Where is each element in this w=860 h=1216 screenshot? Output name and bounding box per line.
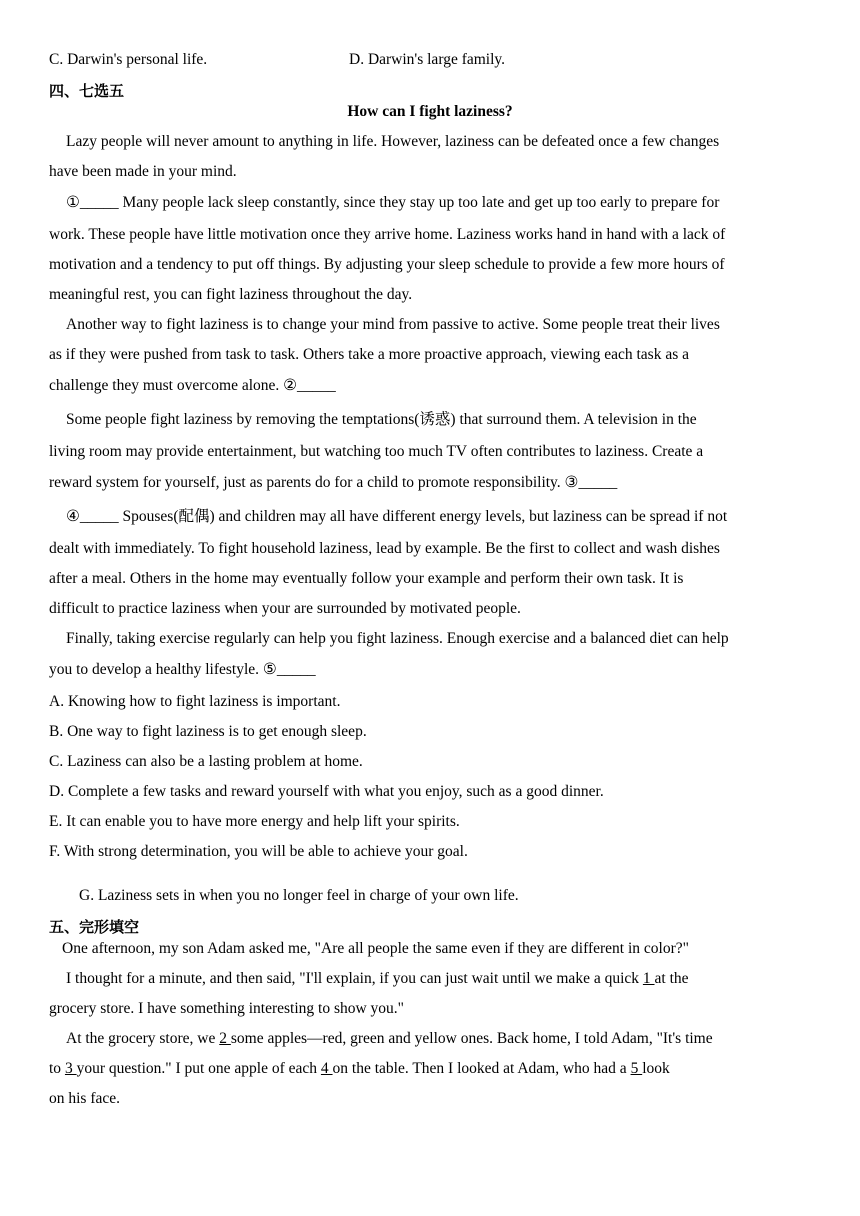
passage-line: challenge they must overcome alone. ②_____ — [49, 377, 336, 394]
passage-line: motivation and a tendency to put off things. By adjusting your sleep schedule to provide a few more hours of — [49, 256, 725, 273]
passage-line: Finally, taking exercise regularly can help you fight laziness. Enough exercise and a balanced diet can help — [66, 630, 729, 647]
passage-line: living room may provide entertainment, but watching too much TV often contributes to laziness. Create a — [49, 443, 704, 460]
passage-line: ④_____ Spouses(配偶) and children may all have different energy levels, but laziness can be spread if not — [66, 508, 728, 525]
answer-option-g: G. Laziness sets in when you no longer feel in charge of your own life. — [79, 887, 519, 904]
prev-option-c: C. Darwin's personal life. — [49, 51, 208, 68]
passage-title — [0, 102, 860, 122]
passage-line: Lazy people will never amount to anything in life. However, laziness can be defeated once a few changes — [66, 133, 720, 150]
cloze-blank-4: 4 — [320, 1060, 333, 1077]
cloze-line — [66, 1029, 713, 1049]
cloze-text: some apples—red, green and yellow ones. Back home, I told Adam, "It's time — [230, 1030, 713, 1047]
passage-line: Another way to fight laziness is to change your mind from passive to active. Some people treat their lives — [66, 316, 720, 333]
passage-line: ①_____ Many people lack sleep constantly, since they stay up too late and get up too early to prepare for — [66, 194, 720, 211]
cloze-blank-2: 2 — [219, 1030, 231, 1047]
cloze-line — [49, 1059, 670, 1079]
passage-title-text: How can I fight laziness — [347, 103, 505, 120]
passage-line: difficult to practice laziness when your are surrounded by motivated people. — [49, 600, 521, 617]
answer-option-c: C. Laziness can also be a lasting problem at home. — [49, 753, 363, 770]
passage-line: you to develop a healthy lifestyle. ⑤_____ — [49, 661, 316, 678]
passage-line: have been made in your mind. — [49, 163, 237, 180]
prev-option-d: D. Darwin's large family. — [349, 51, 506, 68]
passage-line: Some people fight laziness by removing the temptations(诱惑) that surround them. A television in the — [66, 411, 697, 428]
answer-option-e: E. It can enable you to have more energy and help lift your spirits. — [49, 813, 460, 830]
passage-line: meaningful rest, you can fight laziness throughout the day. — [49, 286, 413, 303]
answer-option-b: B. One way to fight laziness is to get enough sleep. — [49, 723, 367, 740]
passage-line: reward system for yourself, just as parents do for a child to promote responsibility. ③_____ — [49, 474, 618, 491]
cloze-line: One afternoon, my son Adam asked me, "Are all people the same even if they are different in color?" — [62, 940, 689, 957]
passage-line: after a meal. Others in the home may eventually follow your example and perform their own task. It is — [49, 570, 684, 587]
cloze-text: your question." I put one apple of each — [76, 1060, 321, 1077]
section-heading-5: 五、完形填空 — [49, 918, 140, 936]
cloze-blank-3: 3 — [64, 1060, 77, 1077]
cloze-blank-5: 5 — [630, 1060, 643, 1077]
cloze-text: At the grocery store, we — [66, 1030, 220, 1047]
section-heading-4: 四、七选五 — [49, 82, 125, 100]
cloze-text: I thought for a minute, and then said, "I'll explain, if you can just wait until we make a quick — [66, 970, 643, 987]
cloze-text: at the — [654, 970, 689, 987]
cloze-line — [66, 969, 689, 989]
cloze-blank-1: 1 — [642, 970, 655, 987]
cloze-text: to — [49, 1060, 65, 1077]
answer-option-f: F. With strong determination, you will be able to achieve your goal. — [49, 843, 468, 860]
cloze-text: look — [642, 1060, 670, 1077]
passage-line: dealt with immediately. To fight household laziness, lead by example. Be the first to collect and wash dishes — [49, 540, 720, 557]
cloze-line: on his face. — [49, 1090, 121, 1107]
passage-title-mark: ? — [504, 103, 513, 120]
passage-line: as if they were pushed from task to task. Others take a more proactive approach, viewing each task as a — [49, 346, 690, 363]
cloze-line: grocery store. I have something interesting to show you." — [49, 1000, 405, 1017]
answer-option-a: A. Knowing how to fight laziness is important. — [49, 693, 341, 710]
answer-option-d: D. Complete a few tasks and reward yourself with what you enjoy, such as a good dinner. — [49, 783, 604, 800]
cloze-text: on the table. Then I looked at Adam, who had a — [332, 1060, 631, 1077]
passage-line: work. These people have little motivation once they arrive home. Laziness works hand in hand with a lack of — [49, 226, 726, 243]
